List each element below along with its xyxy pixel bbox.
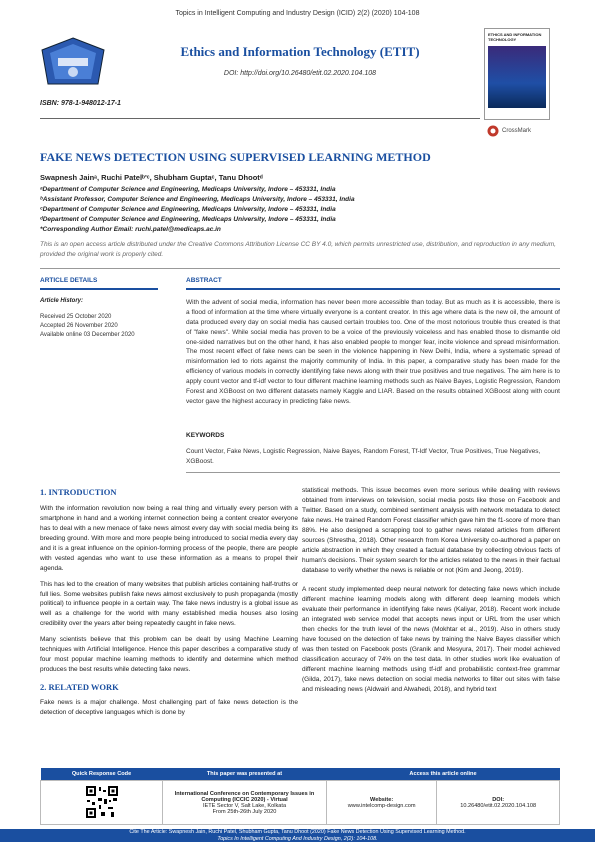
conference-venue: IETE Sector V, Salt Lake, Kolkata (202, 802, 287, 809)
article-history-heading: Article History: (40, 298, 84, 304)
header-divider (40, 118, 480, 119)
citation-line1: Cite The Article: Swapnesh Jain, Ruchi Patel, Shubham Gupta, Tanu Dhoot (2020) Fake News Detection Using Supervised Learning Method. (129, 829, 466, 835)
abstract-bar (186, 288, 560, 290)
left-column (40, 486, 298, 724)
paragraph: With the information revolution now being a real thing and virtually every person with a smartphone in hand and a working internet connection being a content creator everyone has to deal with a new menace of fake news almost every day with social media being its breeding ground. With more and more people being introduced to social media every day and it is a great influence on the opinion-forming process of the people, there are people with vested agendas who want to use these information as a means to propel their agenda. (40, 505, 298, 572)
doi-cell (437, 781, 560, 825)
qr-code-icon[interactable] (85, 785, 119, 819)
cover-image (488, 46, 546, 108)
abstract-heading: ABSTRACT (186, 277, 222, 284)
license-divider (40, 268, 560, 269)
cover-title-line2: TECHNOLOGY (488, 37, 517, 42)
paragraph: A recent study implemented deep neural network for detecting fake news which include different machine learning models along with different deep learning models which evaluate their performance in identifying fake news (Kaliyar, 2018). Recent work include an integrated web service model that accepts news input or URL from the user which then checks for the truth level of the news (Mokhtar et al., 2019). Also in others study have focused on the detection of fake news by training the Naive Bayes classifier which was then tested on Facebook posts (Granik and Mesyura, 2017). Their model achieved classification accuracy of 74% on the test data. In other studies work like evaluation of different machine learning methods using tf-idf and probabilistic context-free grammar (Gilda, 2017), fake news detection on social media networks to filter out sites with false and misleading news (Aldwairi and Alwahedi, 2018), and hybrid text (302, 586, 560, 693)
crossmark[interactable] (487, 124, 551, 138)
journal-cover (484, 28, 550, 120)
access-heading: Access this article online (327, 768, 560, 781)
website-label: Website: (370, 796, 394, 803)
right-column (302, 486, 560, 701)
crossmark-icon (487, 125, 499, 137)
university-logo (38, 36, 108, 88)
journal-doi[interactable]: DOI: http://doi.org/10.26480/etit.02.2020.104.108 (223, 70, 377, 77)
abstract-text: With the advent of social media, information has never been more accessible than today. But as much as it is accessible, there is a flood of information at the time where virtually everyone is a content creator. In this age where data is the new oil, the amount of data produced every day on social media has caused certain troubles too. One of the most notorious trouble thus created is that of "fake news". While social media has proven to be a voice of the previously voiceless and has enabled those to dismantle old one-sided narratives but on the other hand, it has also enabled people to monger fear, incite violence and spread misinformation. The most recent effect of fake news can be seen in the violence happening in New Delhi, India, where a systematic spread of misinformation led to riots against the majority community of India. In this paper, a comparative study has been made for the efficiency of various models in correctly identifying fake news along with their true positives and true negatives. The aim here is to apply count vector and tf-idf vector to four different machine learning methods such as Naive Bayes, Logistic Regression, Random Forest and XGBoost on two different datasets namely Kaggle and LIAR. Based on the results obtained XGBoost along with count vector gave the highest accuracy in predicting fake news. (186, 299, 560, 405)
conference-dates: From 25th-26th July 2020 (212, 808, 277, 815)
corresponding-author: *Corresponding Author Email: ruchi.patel@medicaps.ac.in (40, 226, 221, 233)
website-link[interactable]: www.intelcomp-design.com (347, 802, 416, 809)
affiliation: ᵇAssistant Professor, Computer Science and Engineering, Medicaps University, Indore – 453331, India (40, 196, 355, 203)
keywords-text: Count Vector, Fake News, Logistic Regression, Naive Bayes, Random Forest, Tf-Idf Vector, True Positives, True Negatives, XGBoost. (186, 448, 541, 465)
affiliation: ᵈDepartment of Computer Science and Engineering, Medicaps University, Indore – 453331, India (40, 216, 336, 223)
accepted-date: Accepted 26 November 2020 (40, 323, 118, 329)
journal-title: Ethics and Information Technology (ETIT) (180, 44, 420, 59)
doi-label: DOI: (492, 796, 505, 803)
paragraph: Fake news is a major challenge. Most challenging part of fake news detection is the detection of deceptive languages which is done by (40, 699, 298, 716)
presented-heading: This paper was presented at (163, 768, 327, 781)
website-cell (327, 781, 437, 825)
license-notice: This is an open access article distributed under the Creative Commons Attribution License CC BY 4.0, which permits unrestricted use, distribution, and reproduction in any medium, provided the original work is properly cited. (40, 241, 556, 259)
keywords-heading: KEYWORDS (186, 432, 225, 439)
citation (30, 829, 565, 844)
affiliation: ᵃDepartment of Computer Science and Engineering, Medicaps University, Indore – 453331, India (40, 186, 336, 193)
received-date: Received 25 October 2020 (40, 314, 112, 320)
doi-link[interactable]: 10.26480/etit.02.2020.104.108 (460, 802, 537, 809)
paragraph: Many scientists believe that this problem can be dealt by using Machine Learning techniques with Artificial Intelligence. Hence this paper describes a comparative study of four most popular machine learning methods to identify and determine which method produces the best results while detecting fake news. (40, 636, 298, 674)
paper-title: FAKE NEWS DETECTION USING SUPERVISED LEARNING METHOD (40, 150, 431, 164)
paragraph: statistical methods. This issue becomes even more serious while dealing with reviews obtained from interviews on television, social media posts like those on Facebook and Twitter. Based on a study, combined sentiment analysis with network metadata to detect fake news. He trained Random Forest classifier which gave him the f1-score of more than 88%. He also designed a scrapping tool to gather news related articles from different sources (Shrestha, 2018). Other research from Korea University co-authored a paper on article abstraction in which they created a factual database by collecting obvious facts of human's decisions. Their system search for the articles related to the news in their factual database to verify whether the news is reliable or not (Kim and Jeong, 2019). (302, 487, 560, 574)
authors: Swapnesh Jainᵃ, Ruchi Patelᵇ'ᶜ, Shubham Guptaᶜ, Tanu Dhootᵈ (40, 173, 263, 182)
keywords-divider (186, 472, 560, 473)
conference-name: International Conference on Contemporary Issues in Computing (ICCIC 2020) - Virtual (174, 790, 315, 803)
cover-title-line1: ETHICS AND INFORMATION (488, 32, 542, 37)
affiliation: ᶜDepartment of Computer Science and Engineering, Medicaps University, Indore – 453331, India (40, 206, 336, 213)
related-work-heading: 2. RELATED WORK (40, 682, 119, 692)
article-details-heading: ARTICLE DETAILS (40, 277, 98, 284)
available-date: Available online 03 December 2020 (40, 332, 135, 338)
citation-line2: Topics In Intelligent Computing And Industry Design, 2(2): 104-108. (217, 836, 378, 843)
qr-heading: Quick Response Code (41, 768, 163, 781)
running-header: Topics in Intelligent Computing and Industry Design (ICID) 2(2) (2020) 104-108 (175, 10, 420, 17)
introduction-heading: 1. INTRODUCTION (40, 487, 117, 497)
isbn: ISBN: 978-1-948012-17-1 (40, 100, 121, 107)
paragraph: This has led to the creation of many websites that publish articles containing half-truths or full lies. Some websites publish fake news almost exclusively to push propaganda (mostly political) to influence people in a certain way. The fake news industry is a global issue as well as a challenge for the world with many established media houses also losing credibility over the years after being repeatedly caught in fake news. (40, 580, 298, 628)
crossmark-label: CrossMark (502, 128, 532, 134)
qr-cell (41, 781, 163, 825)
article-details-bar (40, 288, 158, 290)
footer-info-table (40, 768, 560, 825)
conference-cell (163, 781, 327, 825)
